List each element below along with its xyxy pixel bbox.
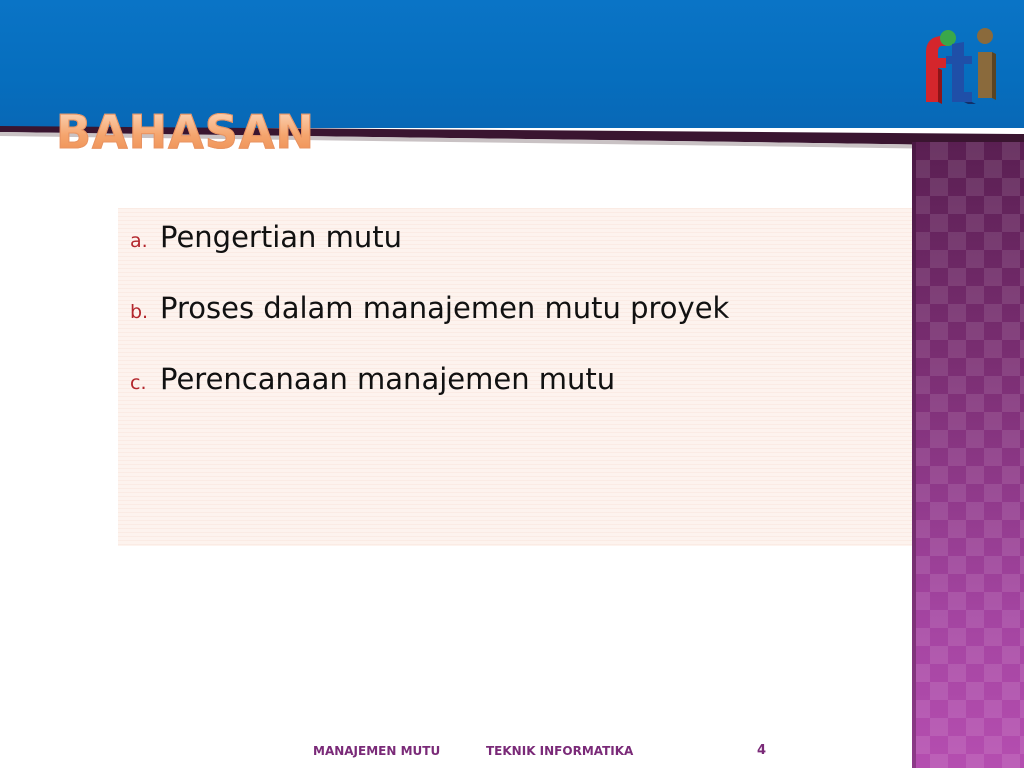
- list-item: [130, 362, 729, 433]
- fti-logo-icon: [918, 22, 1002, 104]
- list-marker: b.: [130, 301, 149, 323]
- topic-list: [130, 220, 729, 433]
- slide-title: BAHASAN: [56, 105, 315, 159]
- footer-department: TEKNIK INFORMATIKA: [486, 744, 634, 758]
- list-item-text: Proses dalam manajemen mutu proyek: [160, 291, 730, 325]
- list-item: [130, 220, 729, 291]
- footer-page-number: 4: [757, 743, 767, 758]
- list-marker: a.: [130, 230, 148, 252]
- list-item-text: Perencanaan manajemen mutu: [160, 362, 616, 396]
- list-marker: c.: [130, 372, 147, 394]
- list-item: [130, 291, 729, 362]
- list-item-text: Pengertian mutu: [160, 220, 403, 254]
- side-decor-panel: [912, 142, 1024, 768]
- footer-course: MANAJEMEN MUTU: [313, 744, 441, 758]
- side-decor-edge: [912, 142, 916, 768]
- content-box: [118, 208, 912, 546]
